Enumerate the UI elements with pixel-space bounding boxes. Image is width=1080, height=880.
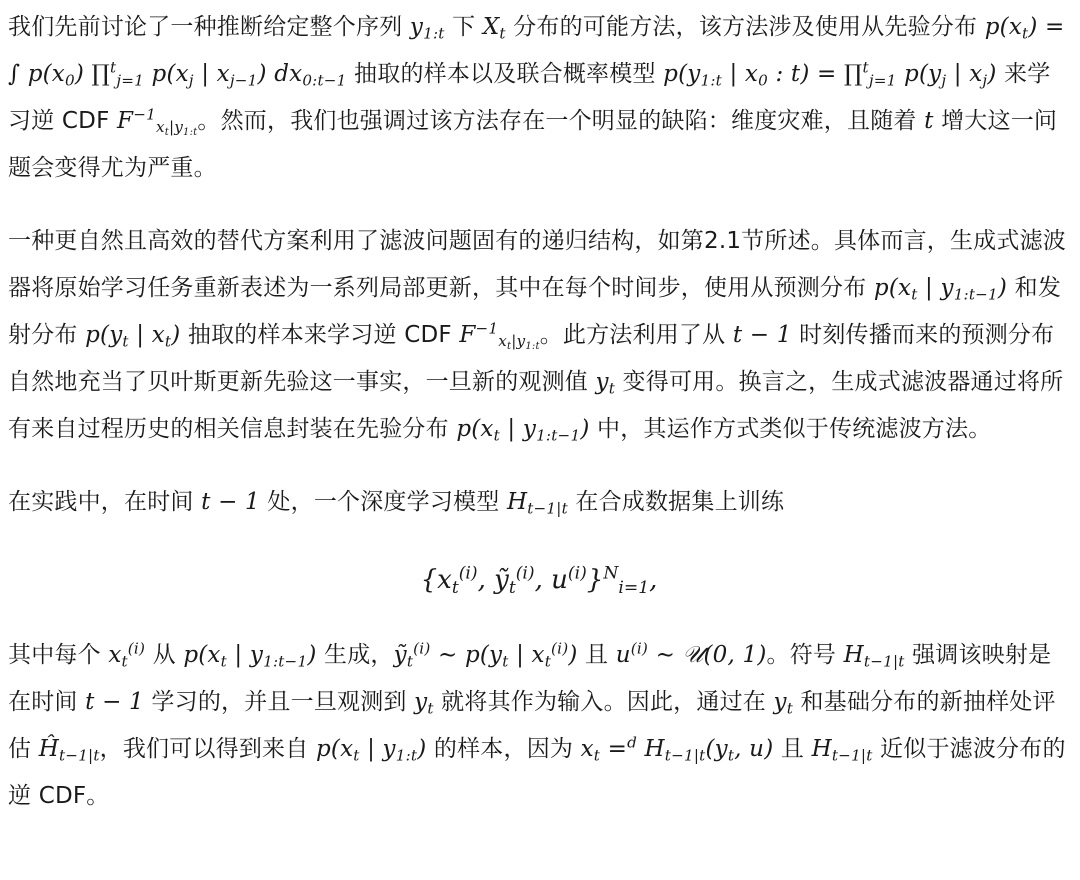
text-run: 的样本，因为 [426,736,581,762]
inline-math: $H_{t-1|t}$ [843,642,905,671]
text-run: 学习的，并且一旦观测到 [143,689,415,715]
inline-math: t − 1 [732,322,792,348]
display-equation: {$x_t^{(i)}$, ỹ$_t^{(i)}$, $u^{(i)}\}^N_{i=1}$, [420,563,658,598]
paragraph-1 [8,4,1070,192]
inline-math: $u^{(i)}$ ∼ 𝒰(0, 1) [615,639,767,668]
inline-math: $y_t$ [773,689,793,718]
text-run: 和基础分布的新抽样处评估 [8,689,1056,762]
text-run: 其中每个 [8,642,109,668]
text-run: 在合成数据集上训练 [567,489,785,515]
inline-math: $x_t =^d$ $H_{t-1|t}(y_t$, u) [580,733,774,765]
inline-math: $F^{-1}_{x_t|y_{1:t}}$ [117,105,198,139]
inline-math: $Ĥ_{t-1|t}$ [38,736,100,765]
text-run: 生成， [316,642,394,668]
text-run: 中，其运作方式类似于传统滤波方法。 [589,416,992,442]
text-run: 分布的可能方法，该方法涉及使用从先验分布 [505,14,985,40]
inline-math: $p(x_t$ | $y_{1:t}$) [315,736,427,765]
text-run: 我们先前讨论了一种推断给定整个序列 [8,14,410,40]
text-run: 且 [773,736,812,762]
inline-math: $F^{-1}_{x_t|y_{1:t}}$ [459,319,540,353]
text-run: 下 [444,14,483,40]
inline-math: t − 1 [201,489,260,515]
text-run: 抽取的样本以及联合概率模型 [346,61,664,87]
inline-math: $x_t^{(i)}$ [108,639,146,671]
inline-math: $p(x_t$ | $y_{1:t-1}$) [456,416,590,445]
inline-math: $p(x_t)$ = ∫ $p(x_0)$ ∏$^t_{j=1}$ $p(x_j$ | $x_{j-1}$) $dx_{0:t-1}$ [8,14,1065,90]
paragraph-2 [8,218,1070,453]
text-run: 近似于滤波分布的逆 CDF。 [8,736,1066,809]
inline-math: $p(y_t$ | $x_t$) [85,322,181,351]
inline-math: $p(y_{1:t}$ | $x_0$ : t) = ∏$^t_{j=1}$ $p(y_j$ | $x_j$) [663,58,997,90]
inline-math: $H_{t-1|t}$ [506,489,568,518]
text-run: 就将其作为输入。因此，通过在 [433,689,774,715]
text-run: ，我们可以得到来自 [99,736,316,762]
inline-math: $y_t$ [595,369,616,398]
inline-math: ỹ$_t^{(i)}$ ∼ $p(y_t$ | $x_t^{(i)}$) [393,639,578,671]
inline-math: t − 1 [85,689,144,715]
inline-math: $y_t$ [414,689,434,718]
text-run: 抽取的样本来学习逆 CDF [180,322,460,348]
text-run: 强调该映射是在时间 [8,642,1052,715]
text-run: 来学习逆 CDF [8,61,1051,134]
text-run: 处，一个深度学习模型 [259,489,507,515]
text-run: 变得可用。换言之，生成式滤波器通过将所有来自过程历史的相关信息封装在先验分布 [8,369,1064,442]
inline-math: $H_{t-1|t}$ [811,736,873,765]
text-run: 一种更自然且高效的替代方案利用了滤波问题固有的递归结构，如第2.1节所述。具体而言，生成式滤波器将原始学习任务重新表述为一系列局部更新，其中在每个时间步，使用从预测分布 [8,228,1066,301]
inline-math: $p(x_t$ | $y_{1:t-1}$) [183,642,317,671]
paragraph-4 [8,632,1070,820]
text-run: 且 [577,642,616,668]
text-run: 。此方法利用了从 [539,322,733,348]
inline-math: $X_t$ [482,14,506,43]
text-run: 。然而，我们也强调过该方法存在一个明显的缺陷：维度灾难，且随着 [197,108,925,134]
paragraph-3 [8,479,1070,526]
text-run: 和发射分布 [8,275,1062,348]
text-run: 时刻传播而来的预测分布自然地充当了贝叶斯更新先验这一事实，一旦新的观测值 [8,322,1055,395]
text-run: 从 [145,642,184,668]
inline-math: $p(x_t$ | $y_{1:t-1}$) [873,275,1008,304]
inline-math: t [924,108,934,134]
text-run: 。符号 [766,642,844,668]
inline-math: $y_{1:t}$ [409,14,445,43]
text-run: 在实践中，在时间 [8,489,202,515]
text-run: 增大这一问题会变得尤为严重。 [8,108,1058,181]
